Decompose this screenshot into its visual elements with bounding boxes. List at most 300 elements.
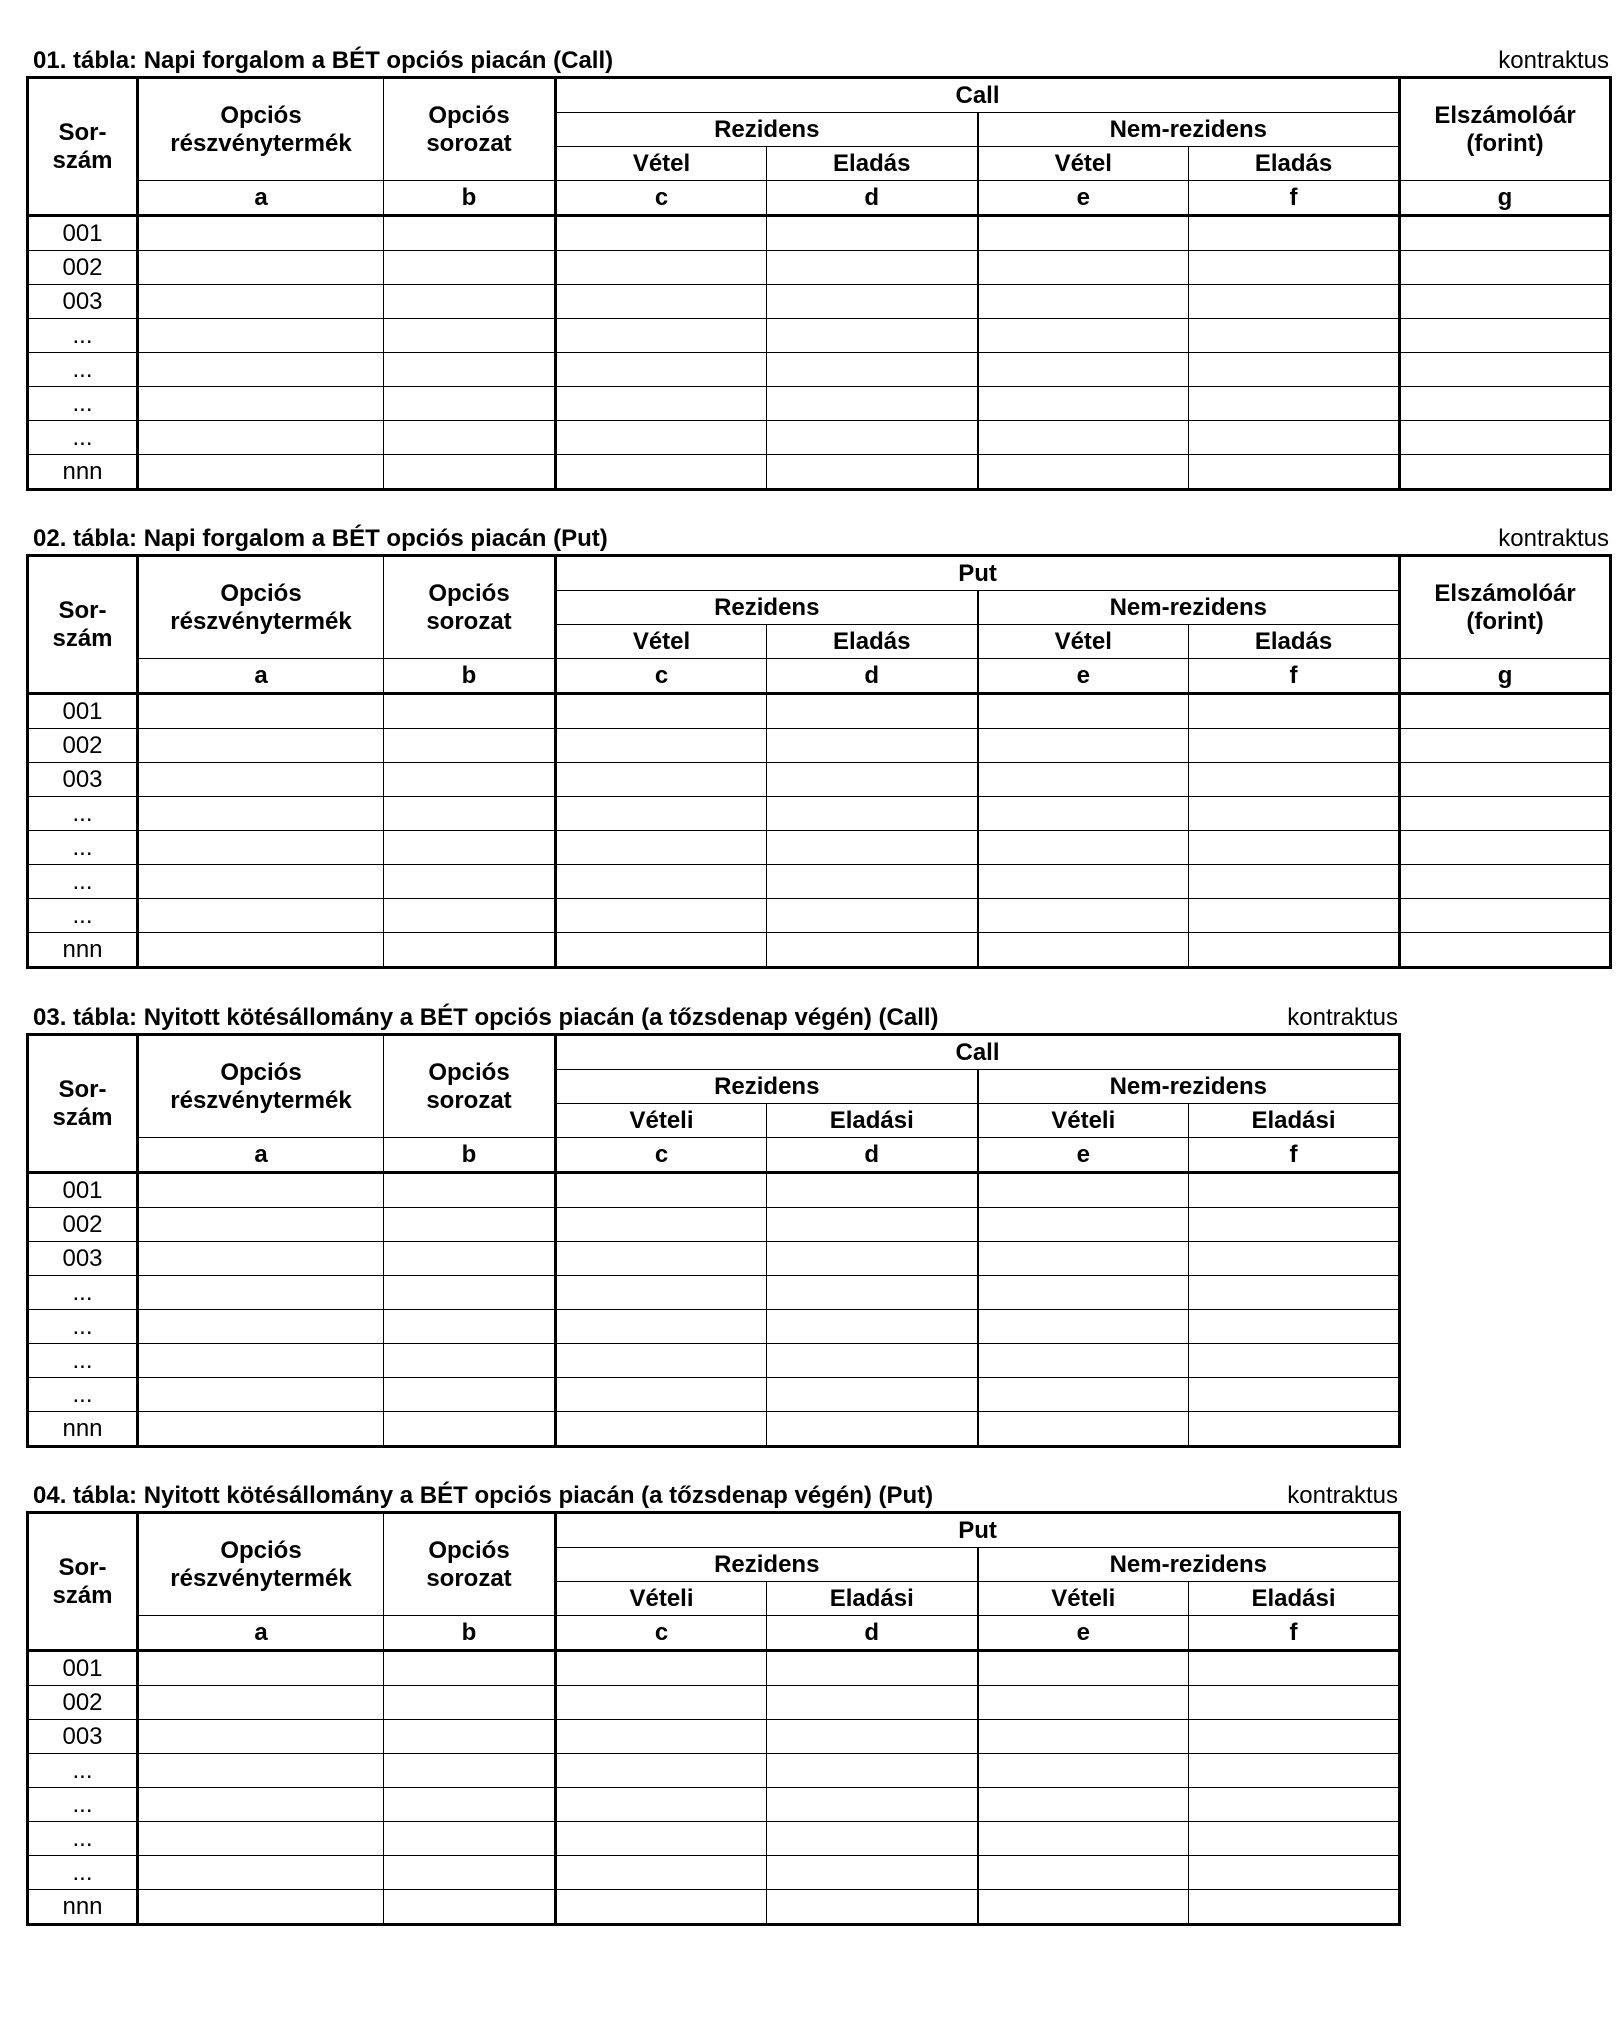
data-cell-g[interactable] <box>1400 831 1611 865</box>
data-cell-b[interactable] <box>384 694 556 729</box>
data-cell-f[interactable] <box>1189 1378 1400 1412</box>
data-cell-d[interactable] <box>767 216 978 251</box>
data-cell-f[interactable] <box>1189 1276 1400 1310</box>
table-row <box>28 251 1611 285</box>
table-row <box>28 1276 1400 1310</box>
data-cell-a[interactable] <box>138 1822 384 1856</box>
data-cell-c[interactable] <box>556 387 767 421</box>
column-letter-a: a <box>138 181 384 216</box>
header-sorszam: Sor-szám <box>28 78 138 216</box>
data-cell-e[interactable] <box>978 1310 1189 1344</box>
data-cell-d[interactable] <box>767 1686 978 1720</box>
data-cell-f[interactable] <box>1189 694 1400 729</box>
data-cell-c[interactable] <box>556 933 767 968</box>
data-cell-d[interactable] <box>767 899 978 933</box>
data-cell-a[interactable] <box>138 216 384 251</box>
data-cell-c[interactable] <box>556 763 767 797</box>
data-cell-c[interactable] <box>556 1412 767 1447</box>
data-cell-d[interactable] <box>767 729 978 763</box>
data-cell-c[interactable] <box>556 1208 767 1242</box>
data-cell-a[interactable] <box>138 1242 384 1276</box>
data-cell-b[interactable] <box>384 831 556 865</box>
data-cell-e[interactable] <box>978 319 1189 353</box>
data-cell-b[interactable] <box>384 1651 556 1686</box>
data-cell-b[interactable] <box>384 353 556 387</box>
column-letter-b: b <box>384 181 556 216</box>
data-cell-b[interactable] <box>384 319 556 353</box>
data-cell-e[interactable] <box>978 1651 1189 1686</box>
data-cell-b[interactable] <box>384 1412 556 1447</box>
header-nemrezidens-buy: Vételi <box>978 1104 1189 1138</box>
data-cell-e[interactable] <box>978 831 1189 865</box>
data-cell-c[interactable] <box>556 1720 767 1754</box>
data-cell-e[interactable] <box>978 1754 1189 1788</box>
data-cell-e[interactable] <box>978 1173 1189 1208</box>
data-cell-c[interactable] <box>556 1344 767 1378</box>
data-cell-g[interactable] <box>1400 285 1611 319</box>
row-number: 002 <box>28 251 138 285</box>
column-letter-d: d <box>767 1138 978 1173</box>
data-cell-c[interactable] <box>556 899 767 933</box>
data-cell-a[interactable] <box>138 694 384 729</box>
header-group: Call <box>556 78 1400 113</box>
data-cell-e[interactable] <box>978 729 1189 763</box>
data-cell-b[interactable] <box>384 1720 556 1754</box>
data-cell-f[interactable] <box>1189 387 1400 421</box>
column-letter-e: e <box>978 181 1189 216</box>
data-cell-f[interactable] <box>1189 1173 1400 1208</box>
row-number: 002 <box>28 729 138 763</box>
data-cell-f[interactable] <box>1189 763 1400 797</box>
data-cell-e[interactable] <box>978 899 1189 933</box>
data-cell-a[interactable] <box>138 353 384 387</box>
data-cell-f[interactable] <box>1189 831 1400 865</box>
table-row <box>28 1720 1400 1754</box>
table-row <box>28 387 1611 421</box>
data-cell-a[interactable] <box>138 251 384 285</box>
data-cell-a[interactable] <box>138 865 384 899</box>
data-cell-b[interactable] <box>384 421 556 455</box>
data-cell-b[interactable] <box>384 251 556 285</box>
row-number: nnn <box>28 933 138 968</box>
data-cell-d[interactable] <box>767 1822 978 1856</box>
data-cell-b[interactable] <box>384 1686 556 1720</box>
data-cell-f[interactable] <box>1189 1788 1400 1822</box>
data-cell-e[interactable] <box>978 1242 1189 1276</box>
table-row <box>28 1344 1400 1378</box>
table-title: 02. tábla: Napi forgalom a BÉT opciós piacán (Put) <box>33 525 608 552</box>
data-cell-c[interactable] <box>556 1788 767 1822</box>
data-cell-c[interactable] <box>556 1310 767 1344</box>
data-cell-d[interactable] <box>767 797 978 831</box>
table-row <box>28 285 1611 319</box>
row-number: 003 <box>28 763 138 797</box>
row-number: ... <box>28 421 138 455</box>
data-cell-f[interactable] <box>1189 797 1400 831</box>
header-nemrezidens-buy: Vételi <box>978 1582 1189 1616</box>
column-letter-b: b <box>384 1138 556 1173</box>
table-row <box>28 694 1611 729</box>
header-nem-rezidens: Nem-rezidens <box>978 1548 1400 1582</box>
data-cell-b[interactable] <box>384 387 556 421</box>
data-cell-d[interactable] <box>767 1378 978 1412</box>
data-cell-c[interactable] <box>556 1890 767 1925</box>
row-number: 002 <box>28 1208 138 1242</box>
column-letter-d: d <box>767 659 978 694</box>
data-cell-d[interactable] <box>767 1754 978 1788</box>
data-cell-f[interactable] <box>1189 1720 1400 1754</box>
data-cell-a[interactable] <box>138 455 384 490</box>
data-cell-d[interactable] <box>767 933 978 968</box>
table-block-2 <box>26 524 1615 969</box>
data-cell-d[interactable] <box>767 1651 978 1686</box>
data-cell-b[interactable] <box>384 216 556 251</box>
data-cell-c[interactable] <box>556 1242 767 1276</box>
data-cell-a[interactable] <box>138 797 384 831</box>
column-letter-c: c <box>556 659 767 694</box>
data-cell-g[interactable] <box>1400 899 1611 933</box>
data-cell-d[interactable] <box>767 1856 978 1890</box>
header-rezidens-buy: Vétel <box>556 147 767 181</box>
data-cell-a[interactable] <box>138 421 384 455</box>
data-cell-c[interactable] <box>556 865 767 899</box>
header-group: Put <box>556 1513 1400 1548</box>
data-cell-d[interactable] <box>767 831 978 865</box>
data-cell-f[interactable] <box>1189 1344 1400 1378</box>
data-cell-f[interactable] <box>1189 1242 1400 1276</box>
header-rezidens-sell: Eladási <box>767 1104 978 1138</box>
data-cell-e[interactable] <box>978 285 1189 319</box>
data-cell-a[interactable] <box>138 1686 384 1720</box>
row-number: ... <box>28 1310 138 1344</box>
data-cell-f[interactable] <box>1189 729 1400 763</box>
data-cell-e[interactable] <box>978 1890 1189 1925</box>
data-cell-b[interactable] <box>384 1378 556 1412</box>
data-cell-b[interactable] <box>384 899 556 933</box>
row-number: ... <box>28 899 138 933</box>
table-row <box>28 933 1611 968</box>
data-cell-b[interactable] <box>384 1754 556 1788</box>
data-cell-g[interactable] <box>1400 251 1611 285</box>
header-nemrezidens-sell: Eladási <box>1189 1104 1400 1138</box>
data-cell-e[interactable] <box>978 1686 1189 1720</box>
header-group: Call <box>556 1035 1400 1070</box>
data-cell-f[interactable] <box>1189 1208 1400 1242</box>
row-number: nnn <box>28 455 138 490</box>
data-cell-a[interactable] <box>138 1276 384 1310</box>
data-cell-e[interactable] <box>978 353 1189 387</box>
column-letter-g: g <box>1400 181 1611 216</box>
column-letter-c: c <box>556 181 767 216</box>
header-sorozat: Opciós sorozat <box>384 1513 556 1616</box>
data-cell-f[interactable] <box>1189 1856 1400 1890</box>
data-cell-f[interactable] <box>1189 1310 1400 1344</box>
data-cell-g[interactable] <box>1400 421 1611 455</box>
data-cell-e[interactable] <box>978 1378 1189 1412</box>
data-cell-f[interactable] <box>1189 1686 1400 1720</box>
data-cell-a[interactable] <box>138 1378 384 1412</box>
data-cell-f[interactable] <box>1189 1822 1400 1856</box>
data-cell-e[interactable] <box>978 1344 1189 1378</box>
data-cell-a[interactable] <box>138 1208 384 1242</box>
data-cell-a[interactable] <box>138 387 384 421</box>
table-row <box>28 319 1611 353</box>
table-row <box>28 1788 1400 1822</box>
data-cell-c[interactable] <box>556 1754 767 1788</box>
data-cell-e[interactable] <box>978 1412 1189 1447</box>
header-nemrezidens-sell: Eladás <box>1189 625 1400 659</box>
data-cell-e[interactable] <box>978 1788 1189 1822</box>
data-cell-g[interactable] <box>1400 797 1611 831</box>
data-cell-b[interactable] <box>384 1344 556 1378</box>
data-cell-b[interactable] <box>384 1276 556 1310</box>
data-cell-a[interactable] <box>138 1344 384 1378</box>
data-cell-f[interactable] <box>1189 319 1400 353</box>
data-cell-e[interactable] <box>978 216 1189 251</box>
data-cell-b[interactable] <box>384 797 556 831</box>
data-cell-c[interactable] <box>556 1651 767 1686</box>
data-cell-c[interactable] <box>556 421 767 455</box>
data-cell-d[interactable] <box>767 1310 978 1344</box>
data-cell-a[interactable] <box>138 1788 384 1822</box>
row-number: ... <box>28 353 138 387</box>
data-cell-d[interactable] <box>767 251 978 285</box>
data-cell-c[interactable] <box>556 694 767 729</box>
data-cell-b[interactable] <box>384 933 556 968</box>
row-number: ... <box>28 319 138 353</box>
header-sorszam: Sor-szám <box>28 556 138 694</box>
data-cell-a[interactable] <box>138 729 384 763</box>
table-row <box>28 1310 1400 1344</box>
table-row <box>28 353 1611 387</box>
data-table <box>26 1511 1401 1926</box>
data-cell-a[interactable] <box>138 1173 384 1208</box>
header-nem-rezidens: Nem-rezidens <box>978 1070 1400 1104</box>
data-cell-b[interactable] <box>384 1310 556 1344</box>
data-cell-b[interactable] <box>384 1208 556 1242</box>
data-cell-e[interactable] <box>978 387 1189 421</box>
data-cell-d[interactable] <box>767 694 978 729</box>
data-cell-e[interactable] <box>978 455 1189 490</box>
data-cell-f[interactable] <box>1189 353 1400 387</box>
data-cell-b[interactable] <box>384 763 556 797</box>
header-nemrezidens-buy: Vétel <box>978 147 1189 181</box>
table-row <box>28 797 1611 831</box>
data-cell-b[interactable] <box>384 1856 556 1890</box>
header-reszvenytermek: Opciós részvénytermék <box>138 1513 384 1616</box>
data-cell-e[interactable] <box>978 694 1189 729</box>
data-cell-d[interactable] <box>767 455 978 490</box>
data-cell-b[interactable] <box>384 865 556 899</box>
data-cell-g[interactable] <box>1400 353 1611 387</box>
header-rezidens-sell: Eladási <box>767 1582 978 1616</box>
data-cell-c[interactable] <box>556 831 767 865</box>
table-row <box>28 455 1611 490</box>
data-cell-g[interactable] <box>1400 763 1611 797</box>
table-row <box>28 729 1611 763</box>
data-cell-g[interactable] <box>1400 729 1611 763</box>
column-letter-c: c <box>556 1616 767 1651</box>
column-letter-e: e <box>978 1616 1189 1651</box>
data-cell-d[interactable] <box>767 285 978 319</box>
data-cell-e[interactable] <box>978 1720 1189 1754</box>
data-cell-e[interactable] <box>978 1276 1189 1310</box>
column-letter-e: e <box>978 1138 1189 1173</box>
data-cell-a[interactable] <box>138 763 384 797</box>
data-cell-b[interactable] <box>384 1788 556 1822</box>
data-cell-g[interactable] <box>1400 319 1611 353</box>
data-cell-f[interactable] <box>1189 455 1400 490</box>
data-cell-c[interactable] <box>556 285 767 319</box>
data-cell-c[interactable] <box>556 1173 767 1208</box>
data-cell-a[interactable] <box>138 933 384 968</box>
data-table <box>26 76 1612 491</box>
header-elszamoloar: Elszámolóár (forint) <box>1400 556 1611 659</box>
column-letter-c: c <box>556 1138 767 1173</box>
data-cell-d[interactable] <box>767 1208 978 1242</box>
data-cell-c[interactable] <box>556 216 767 251</box>
data-cell-c[interactable] <box>556 319 767 353</box>
row-number: ... <box>28 387 138 421</box>
header-rezidens: Rezidens <box>556 1070 978 1104</box>
row-number: ... <box>28 1822 138 1856</box>
table-row <box>28 1890 1400 1925</box>
header-rezidens-buy: Vétel <box>556 625 767 659</box>
data-cell-e[interactable] <box>978 797 1189 831</box>
header-rezidens: Rezidens <box>556 591 978 625</box>
header-rezidens-buy: Vételi <box>556 1582 767 1616</box>
data-cell-a[interactable] <box>138 1651 384 1686</box>
data-cell-b[interactable] <box>384 1822 556 1856</box>
header-rezidens-sell: Eladás <box>767 625 978 659</box>
table-row <box>28 1412 1400 1447</box>
data-cell-g[interactable] <box>1400 865 1611 899</box>
data-cell-f[interactable] <box>1189 933 1400 968</box>
data-cell-e[interactable] <box>978 1822 1189 1856</box>
data-cell-f[interactable] <box>1189 216 1400 251</box>
header-rezidens: Rezidens <box>556 113 978 147</box>
data-cell-f[interactable] <box>1189 285 1400 319</box>
header-sorszam: Sor-szám <box>28 1035 138 1173</box>
column-letter-f: f <box>1189 181 1400 216</box>
data-cell-f[interactable] <box>1189 1754 1400 1788</box>
data-cell-f[interactable] <box>1189 865 1400 899</box>
data-cell-c[interactable] <box>556 1378 767 1412</box>
data-cell-d[interactable] <box>767 1720 978 1754</box>
data-cell-c[interactable] <box>556 1686 767 1720</box>
data-cell-g[interactable] <box>1400 933 1611 968</box>
data-cell-g[interactable] <box>1400 216 1611 251</box>
header-nem-rezidens: Nem-rezidens <box>978 113 1400 147</box>
data-cell-a[interactable] <box>138 1890 384 1925</box>
data-cell-c[interactable] <box>556 797 767 831</box>
data-cell-d[interactable] <box>767 421 978 455</box>
data-cell-c[interactable] <box>556 455 767 490</box>
table-row <box>28 1856 1400 1890</box>
data-cell-c[interactable] <box>556 1856 767 1890</box>
data-cell-d[interactable] <box>767 353 978 387</box>
table-block-1 <box>26 46 1615 491</box>
data-cell-e[interactable] <box>978 421 1189 455</box>
data-cell-d[interactable] <box>767 1344 978 1378</box>
data-cell-a[interactable] <box>138 899 384 933</box>
data-cell-e[interactable] <box>978 1856 1189 1890</box>
data-cell-c[interactable] <box>556 251 767 285</box>
data-cell-d[interactable] <box>767 865 978 899</box>
unit-label: kontraktus <box>1498 47 1609 74</box>
table-row <box>28 763 1611 797</box>
table-caption <box>26 1003 1404 1033</box>
column-letter-f: f <box>1189 659 1400 694</box>
data-cell-a[interactable] <box>138 285 384 319</box>
data-cell-a[interactable] <box>138 1310 384 1344</box>
data-cell-f[interactable] <box>1189 1890 1400 1925</box>
data-cell-e[interactable] <box>978 933 1189 968</box>
data-cell-e[interactable] <box>978 1208 1189 1242</box>
data-cell-g[interactable] <box>1400 387 1611 421</box>
data-cell-g[interactable] <box>1400 455 1611 490</box>
data-cell-c[interactable] <box>556 1276 767 1310</box>
data-cell-c[interactable] <box>556 353 767 387</box>
data-cell-d[interactable] <box>767 387 978 421</box>
row-number: 001 <box>28 1651 138 1686</box>
table-block-4 <box>26 1481 1404 1926</box>
data-cell-d[interactable] <box>767 1276 978 1310</box>
data-cell-a[interactable] <box>138 1720 384 1754</box>
data-cell-a[interactable] <box>138 831 384 865</box>
data-cell-a[interactable] <box>138 1856 384 1890</box>
data-cell-a[interactable] <box>138 1754 384 1788</box>
table-row <box>28 1754 1400 1788</box>
data-cell-d[interactable] <box>767 1242 978 1276</box>
data-cell-f[interactable] <box>1189 1412 1400 1447</box>
table-row <box>28 1378 1400 1412</box>
data-cell-b[interactable] <box>384 285 556 319</box>
header-nemrezidens-sell: Eladási <box>1189 1582 1400 1616</box>
data-cell-b[interactable] <box>384 1173 556 1208</box>
data-cell-b[interactable] <box>384 455 556 490</box>
data-cell-f[interactable] <box>1189 899 1400 933</box>
row-number: ... <box>28 1378 138 1412</box>
data-cell-d[interactable] <box>767 1173 978 1208</box>
data-cell-e[interactable] <box>978 763 1189 797</box>
row-number: 003 <box>28 285 138 319</box>
data-cell-f[interactable] <box>1189 1651 1400 1686</box>
table-row <box>28 899 1611 933</box>
data-cell-d[interactable] <box>767 1412 978 1447</box>
data-cell-a[interactable] <box>138 1412 384 1447</box>
data-cell-f[interactable] <box>1189 251 1400 285</box>
data-cell-b[interactable] <box>384 1242 556 1276</box>
data-cell-d[interactable] <box>767 763 978 797</box>
unit-label: kontraktus <box>1287 1482 1398 1509</box>
data-cell-e[interactable] <box>978 865 1189 899</box>
data-cell-c[interactable] <box>556 1822 767 1856</box>
data-cell-f[interactable] <box>1189 421 1400 455</box>
data-cell-d[interactable] <box>767 1890 978 1925</box>
row-number: ... <box>28 831 138 865</box>
data-cell-c[interactable] <box>556 729 767 763</box>
column-letter-d: d <box>767 1616 978 1651</box>
data-cell-e[interactable] <box>978 251 1189 285</box>
data-cell-d[interactable] <box>767 319 978 353</box>
data-cell-b[interactable] <box>384 1890 556 1925</box>
data-cell-b[interactable] <box>384 729 556 763</box>
data-cell-g[interactable] <box>1400 694 1611 729</box>
data-cell-d[interactable] <box>767 1788 978 1822</box>
data-cell-a[interactable] <box>138 319 384 353</box>
header-nemrezidens-sell: Eladás <box>1189 147 1400 181</box>
